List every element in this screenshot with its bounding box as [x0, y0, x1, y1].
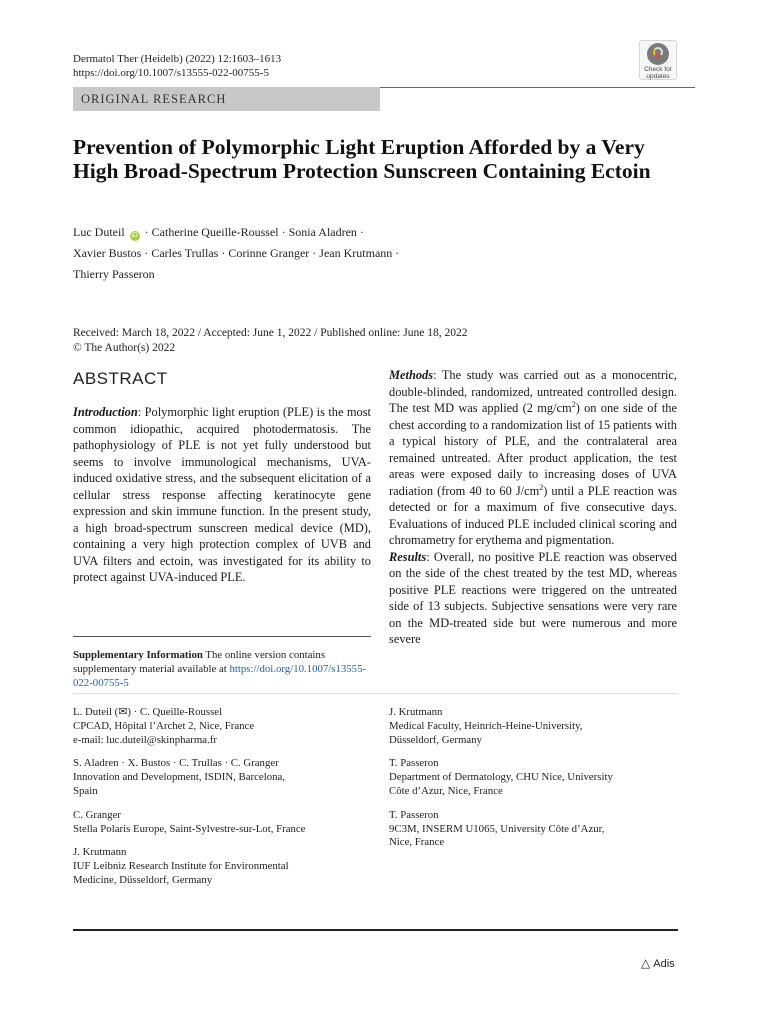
crossmark-label-1: Check for	[644, 66, 672, 73]
supplementary-link[interactable]: https://doi.org/10.1007/s13555-022-00755-5	[73, 663, 367, 689]
affiliation-address: 9C3M, INSERM U1065, University Côte d’Azur,	[389, 822, 605, 835]
affiliation-address: CPCAD, Hôpital l’Archet 2, Nice, France	[73, 719, 255, 732]
affiliation-names: J. Krutmann	[73, 846, 127, 859]
affiliation-block	[389, 757, 679, 798]
affiliation-block	[73, 846, 373, 887]
abstract-heading: ABSTRACT	[73, 369, 168, 388]
abstract-introduction	[73, 404, 371, 586]
affiliation-block	[389, 809, 679, 850]
affiliation-address-2: Düsseldorf, Germany	[389, 733, 482, 746]
supplementary-text: The online version contains supplementary material available at	[73, 649, 326, 675]
affiliation-address-2: Côte d’Azur, Nice, France	[389, 784, 503, 797]
affiliation-address-2: Spain	[73, 784, 98, 797]
received-dates: Received: March 18, 2022 / Accepted: June 1, 2022 / Published online: June 18, 2022	[73, 327, 468, 339]
copyright: © The Author(s) 2022	[73, 342, 176, 354]
affiliation-names: T. Passeron	[389, 757, 439, 770]
footer-rule	[73, 929, 678, 931]
authors-line-3: Thierry Passeron	[73, 267, 155, 281]
affiliation-names: L. Duteil (✉) · C. Queille-Roussel	[73, 706, 223, 718]
affiliation-block	[73, 706, 373, 747]
introduction-label: Introduction	[73, 405, 138, 419]
authors-line-1-rest: · Catherine Queille-Roussel · Sonia Aladren ·	[141, 225, 364, 239]
affiliation-names: S. Aladren · X. Bustos · C. Trullas · C. Granger	[73, 757, 279, 770]
first-author[interactable]: Luc Duteil	[73, 225, 125, 239]
affiliation-names: T. Passeron	[389, 808, 439, 821]
authors-line-2: Xavier Bustos · Carles Trullas · Corinne Granger · Jean Krutmann ·	[73, 246, 400, 260]
affiliation-address: Department of Dermatology, CHU Nice, University	[389, 771, 613, 784]
methods-text-a: : The study was carried out as a monocentric, double-blinded, randomized, untreated controlled design. The test MD was applied (2 mg/cm	[389, 368, 677, 415]
affiliations-left	[73, 706, 373, 898]
affiliations-right	[389, 706, 679, 860]
affiliation-block	[73, 809, 373, 837]
abstract-right-column	[389, 367, 677, 648]
methods-text-c: ) until a PLE reaction was detected or for a maximum of five consecutive days. Evaluations of induced PLE included clinical scoring and chromametry for erythema and pigmentation.	[389, 483, 677, 547]
author-list	[73, 222, 683, 285]
adis-triangle-icon: △	[641, 956, 651, 970]
orcid-icon[interactable]: iD	[131, 232, 138, 239]
methods-text-b: ) on one side of the chest according to a randomization list of 15 patients with a typical history of PLE, and the contralateral area remained untreated. After product application, the test areas were exposed daily to increasing doses of UVA radiation (from 40 to 60 J/cm	[389, 401, 677, 498]
supplementary-divider	[73, 636, 371, 637]
journal-header	[73, 52, 281, 80]
affiliation-email[interactable]: e-mail: luc.duteil@skinpharma.fr	[73, 733, 217, 746]
methods-label: Methods	[389, 368, 434, 382]
publisher-logo	[641, 956, 675, 970]
affiliation-names: J. Krutmann	[389, 706, 443, 718]
authors-line-1	[73, 222, 683, 243]
affiliation-names: C. Granger	[73, 808, 121, 821]
affiliation-block	[73, 757, 373, 798]
affiliation-address: IUF Leibniz Research Institute for Environmental	[73, 860, 289, 873]
banner-divider	[380, 87, 695, 88]
abstract-left-column	[73, 404, 371, 586]
crossmark-icon	[647, 43, 669, 65]
introduction-text: : Polymorphic light eruption (PLE) is the most common idiopathic, acquired photodermatosis. The pathophysiology of PLE is not yet fully understood but seems to involve immunological mechanisms, UVA-induced oxidative stress, and the subsequent elicitation of a cellular stress response affecting keratinocyte gene expression and skin immune function. In the present study, a high broad-spectrum sunscreen medical device (MD), containing a very high protection complex of UVB and UVA filters and ectoin, was investigated for its ability to protect against UVA-induced PLE.	[73, 405, 371, 584]
affiliation-address: Innovation and Development, ISDIN, Barcelona,	[73, 771, 285, 784]
methods-sup-a: 2	[571, 399, 576, 409]
journal-citation: Dermatol Ther (Heidelb) (2022) 12:1603–1613	[73, 53, 282, 65]
affiliation-address-2: Nice, France	[389, 836, 445, 849]
affiliation-address-2: Medicine, Düsseldorf, Germany	[73, 873, 213, 886]
affiliation-block	[389, 706, 679, 747]
affiliations-divider	[73, 693, 678, 694]
supplementary-label: Supplementary Information	[73, 649, 203, 661]
abstract-methods	[389, 367, 677, 549]
publication-dates	[73, 326, 467, 356]
journal-doi[interactable]: https://doi.org/10.1007/s13555-022-00755-5	[73, 67, 269, 79]
methods-sup-b: 2	[539, 482, 544, 492]
publisher-name: Adis	[653, 958, 675, 970]
supplementary-information	[73, 648, 373, 690]
affiliation-address: Medical Faculty, Heinrich-Heine-University,	[389, 719, 583, 732]
check-for-updates-badge[interactable]	[639, 40, 677, 80]
abstract-results	[389, 549, 677, 648]
crossmark-label-2: updates	[646, 73, 670, 80]
article-title: Prevention of Polymorphic Light Eruption Afforded by a Very High Broad-Spectrum Protection Sunscreen Containing Ectoin	[73, 135, 651, 183]
results-label: Results	[389, 549, 427, 564]
article-type-banner	[73, 87, 380, 111]
results-text: : Overall, no positive PLE reaction was observed on the side of the chest treated by the test MD, whereas positive PLE reactions were triggered on the untreated side of 13 subjects. Subjective sensations were very rare on the MD-treated side but were numerous and more severe	[389, 549, 677, 646]
affiliation-address: Stella Polaris Europe, Saint-Sylvestre-sur-Lot, France	[73, 822, 306, 835]
article-type: ORIGINAL RESEARCH	[81, 92, 227, 106]
